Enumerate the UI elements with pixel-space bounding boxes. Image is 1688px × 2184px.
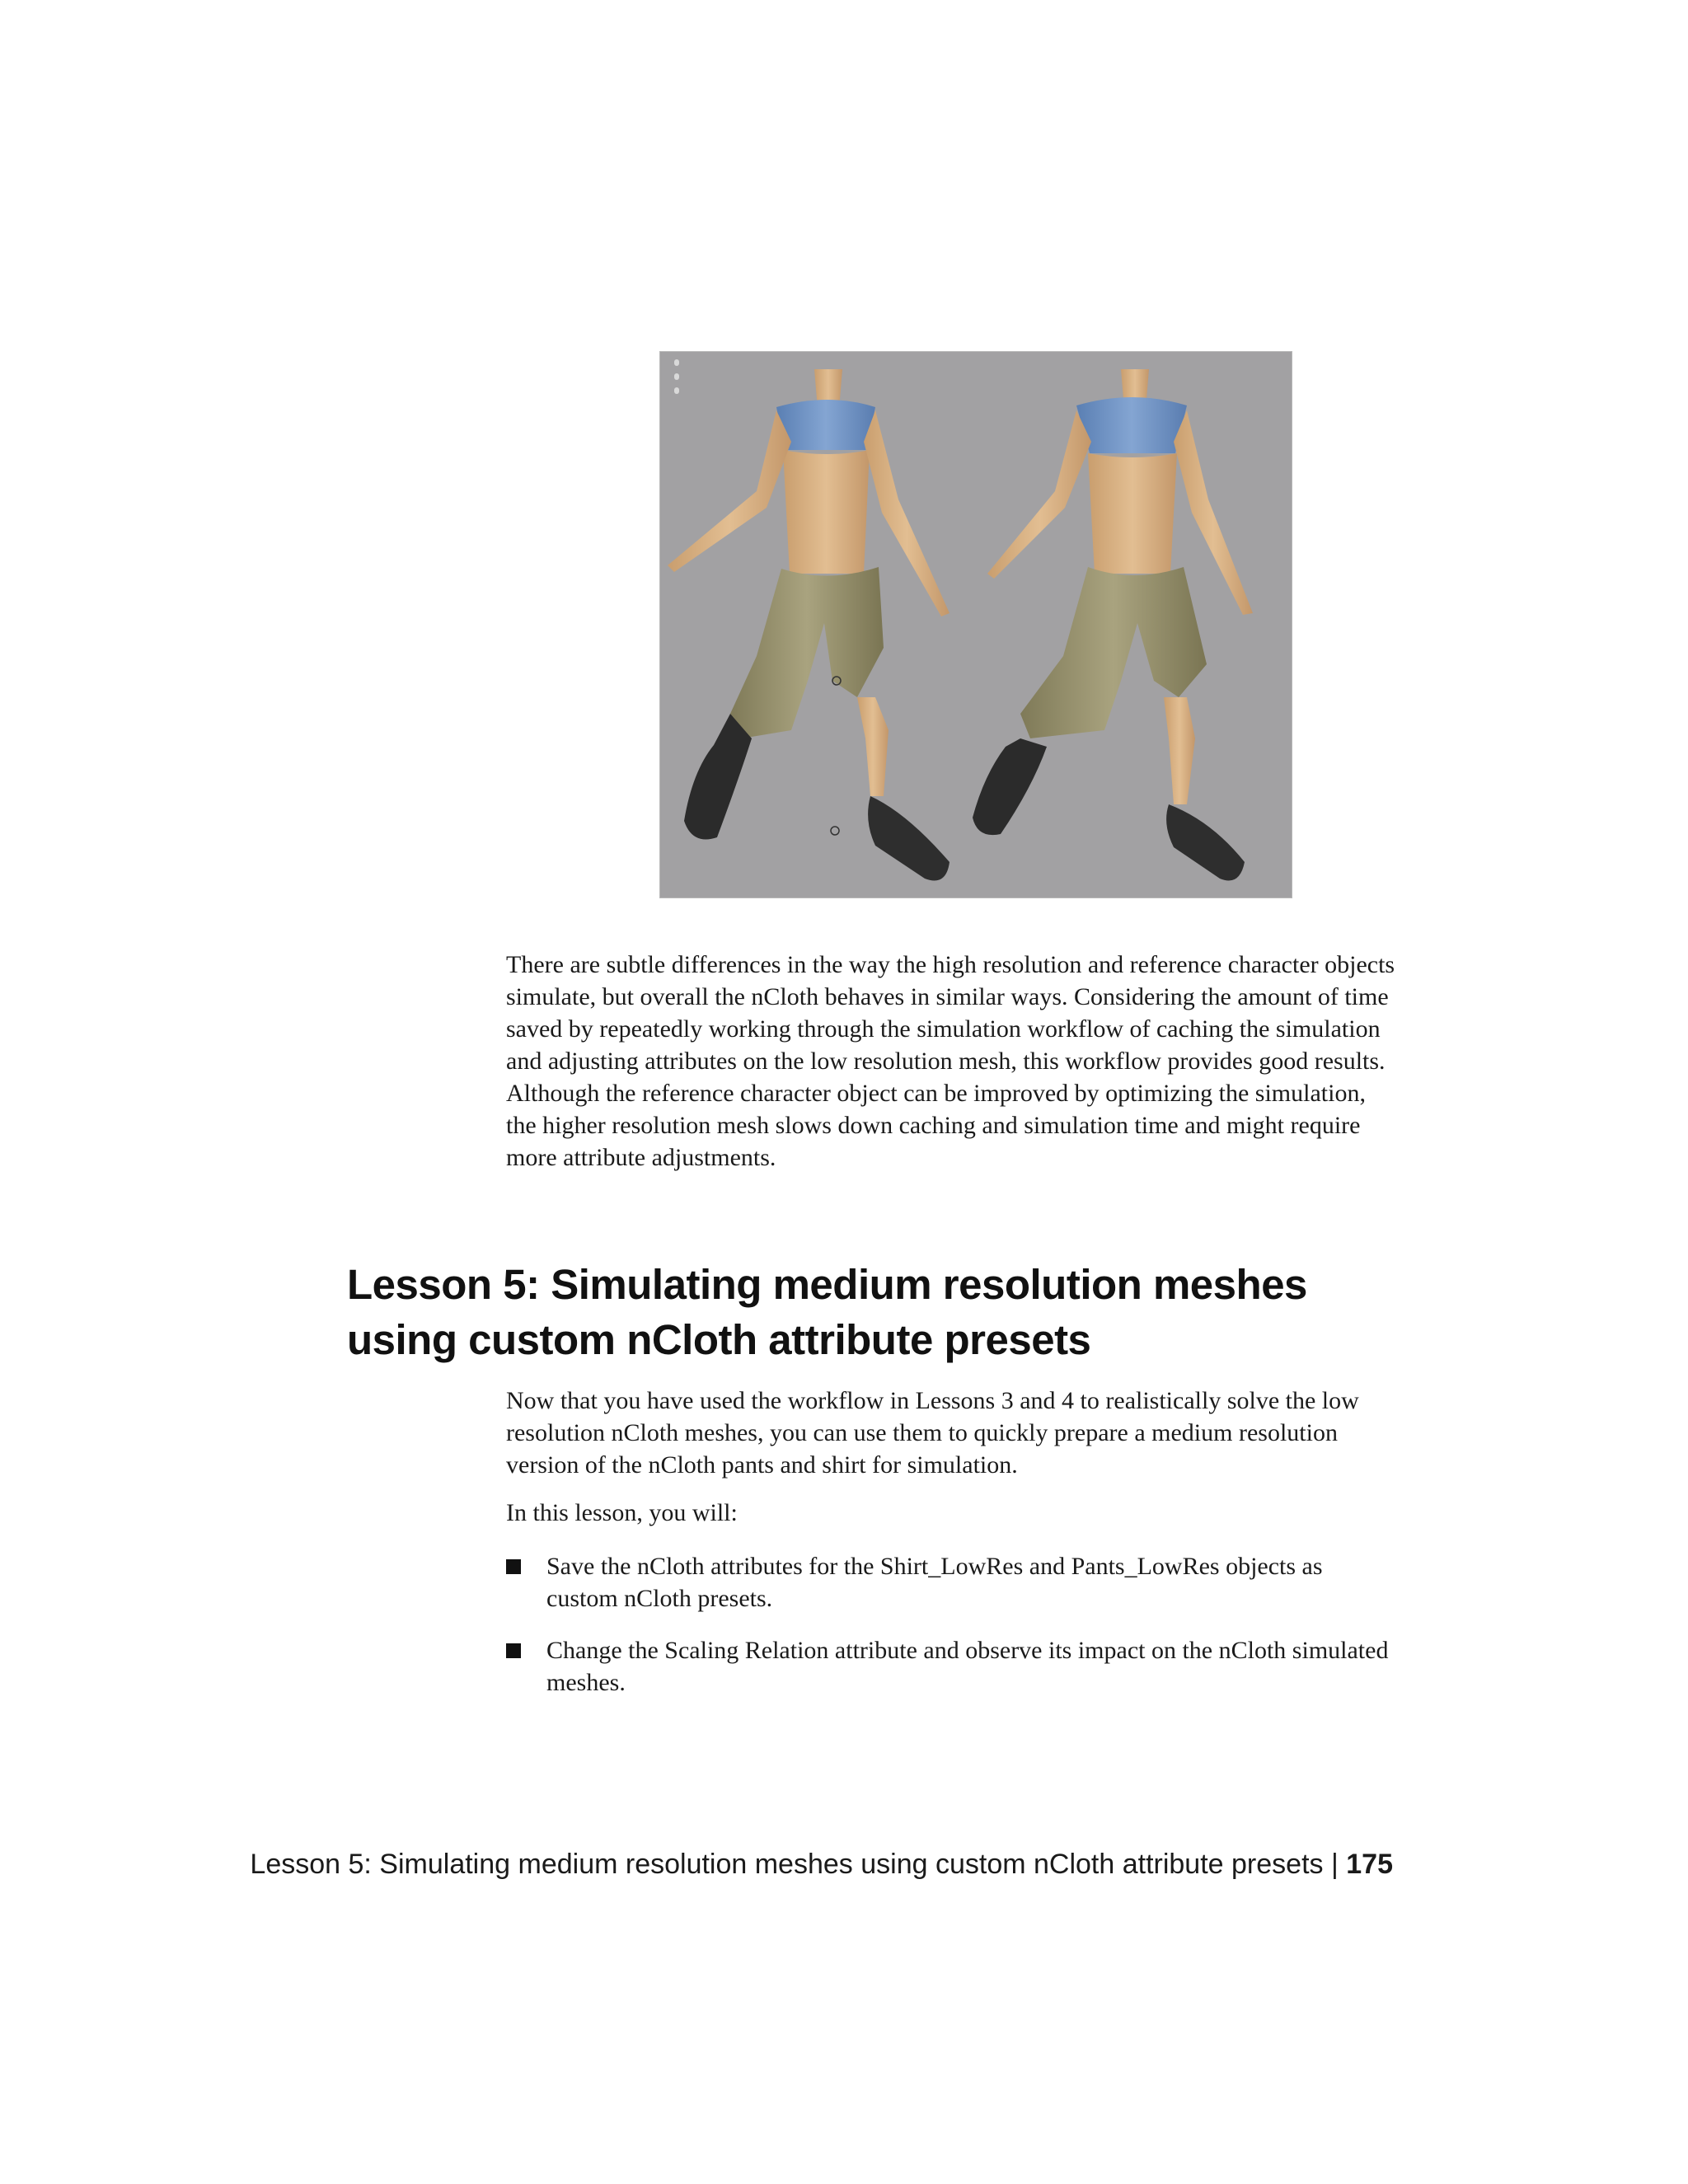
paragraph-you-will: In this lesson, you will: (506, 1499, 738, 1526)
list-item-text: Change the Scaling Relation attribute and observe its impact on the nCloth simulated meshes. (546, 1637, 1389, 1696)
list-item-text: Save the nCloth attributes for the Shirt_LowRes and Pants_LowRes objects as custom nCloth presets. (546, 1553, 1323, 1612)
list-item (506, 1550, 1398, 1615)
character-left (668, 369, 950, 881)
figure-image (659, 351, 1292, 898)
paragraph-lesson-intro: Now that you have used the workflow in Lessons 3 and 4 to realistically solve the low resolution nCloth meshes, you can use them to quickly prepare a medium resolution version of the nCloth pants and shirt for simulation. (506, 1387, 1359, 1479)
viewport-dots (674, 359, 681, 401)
paragraph-intro: There are subtle differences in the way the high resolution and reference character objects simulate, but overall the nCloth behaves in similar ways. Considering the amount of time saved by repeatedly working through the simulation workflow of caching the simulation and adjusting attributes on the low resolution mesh, this workflow provides good results. Although the reference character object can be improved by optimizing the simulation, the higher resolution mesh slows down caching and simulation time and might require more attribute adjustments. (506, 951, 1395, 1171)
page-footer (247, 1846, 1393, 1882)
bullet-square-icon (506, 1559, 521, 1574)
character-render (659, 351, 1292, 898)
bullet-square-icon (506, 1643, 521, 1658)
list-item (506, 1634, 1398, 1699)
page-number: 175 (1346, 1849, 1393, 1880)
character-right (973, 369, 1253, 881)
running-title: Lesson 5: Simulating medium resolution meshes using custom nCloth attribute presets (250, 1849, 1324, 1880)
footer-separator: | (1330, 1849, 1339, 1880)
lesson-heading: Lesson 5: Simulating medium resolution meshes using custom nCloth attribute presets (347, 1261, 1307, 1363)
bullet-list (506, 1550, 1398, 1718)
pivot-marker-2 (831, 827, 839, 835)
